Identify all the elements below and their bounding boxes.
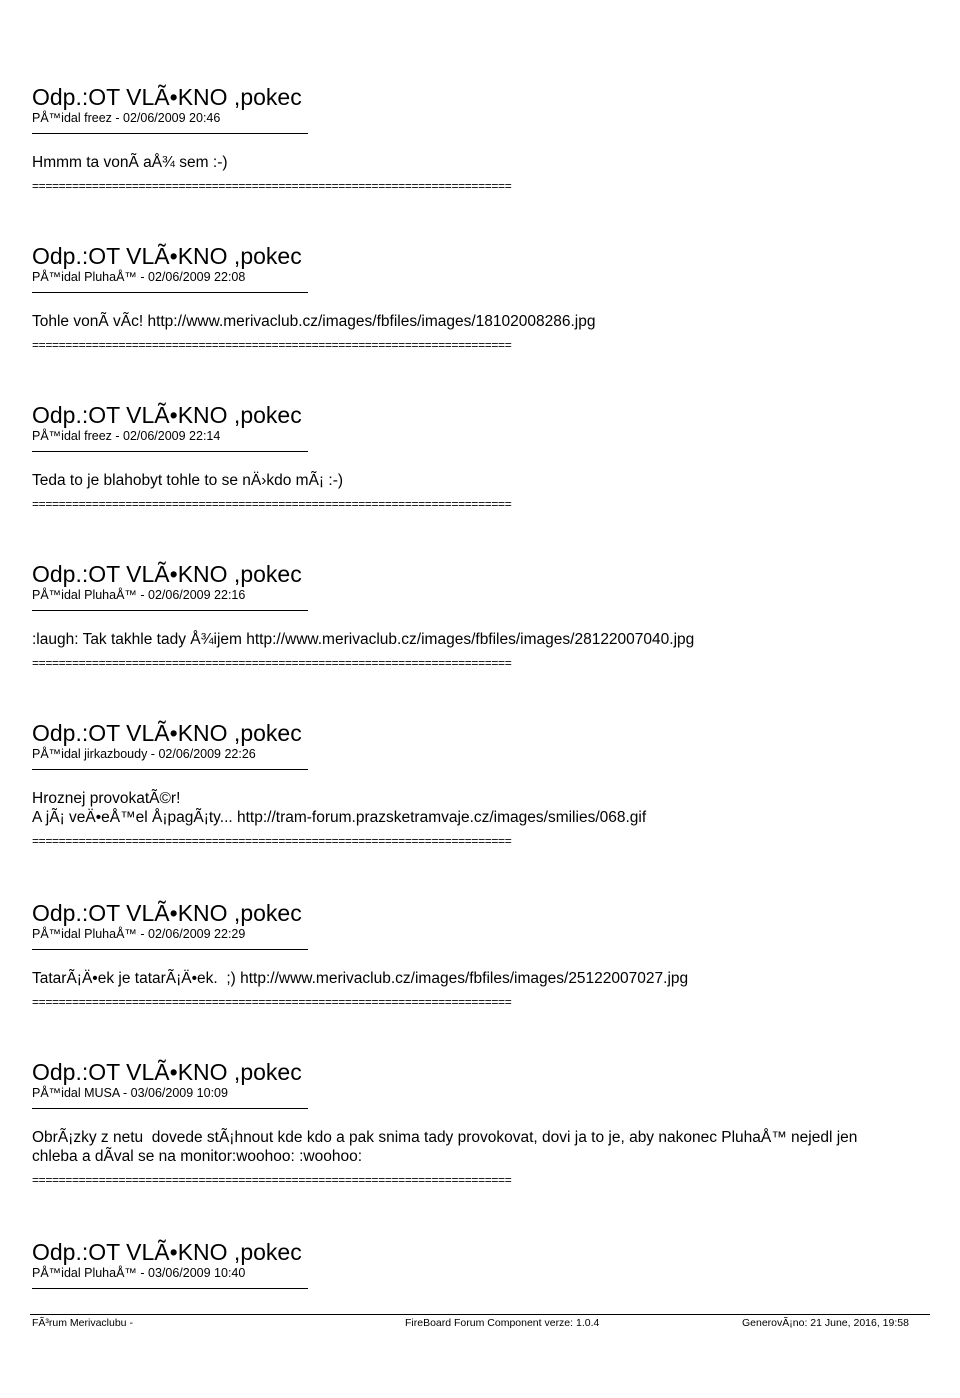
forum-post xyxy=(32,561,932,720)
post-title: Odp.:OT VLÃ•KNO ,pokec xyxy=(32,402,302,428)
post-divider xyxy=(32,1288,308,1289)
posts-list xyxy=(32,84,932,1398)
post-separator: ======================================================================== xyxy=(32,834,512,848)
post-body-line: Tohle vonÃ vÃc! http://www.merivaclub.cz/images/fbfiles/images/18102008286.jpg xyxy=(32,313,596,330)
post-body xyxy=(32,630,932,649)
post-body xyxy=(32,789,932,827)
post-body-line: Hmmm ta vonÃ aÅ¾ sem :-) xyxy=(32,154,228,171)
post-divider xyxy=(32,133,308,134)
post-divider xyxy=(32,451,308,452)
post-body-line: Hroznej provokatÃ©r! xyxy=(32,790,181,807)
forum-post xyxy=(32,402,932,561)
post-meta: PÅ™idal PluhaÅ™ - 03/06/2009 10:40 xyxy=(32,1266,246,1280)
post-body-line: chleba a dÃval se na monitor:woohoo: :woohoo: xyxy=(32,1148,363,1165)
post-body-line: A jÃ¡ veÄ•eÅ™el Å¡pagÃ¡ty... http://tram-forum.prazsketramvaje.cz/images/smilies/068.gif xyxy=(32,809,647,826)
footer-forum-name: FÃ³rum Merivaclubu - xyxy=(32,1317,133,1329)
post-title: Odp.:OT VLÃ•KNO ,pokec xyxy=(32,720,302,746)
forum-post xyxy=(32,84,932,243)
post-title: Odp.:OT VLÃ•KNO ,pokec xyxy=(32,561,302,587)
post-divider xyxy=(32,1108,308,1109)
post-body xyxy=(32,153,932,172)
post-meta: PÅ™idal PluhaÅ™ - 02/06/2009 22:29 xyxy=(32,927,246,941)
post-meta: PÅ™idal freez - 02/06/2009 20:46 xyxy=(32,111,221,125)
forum-post xyxy=(32,900,932,1059)
post-meta: PÅ™idal freez - 02/06/2009 22:14 xyxy=(32,429,221,443)
post-title: Odp.:OT VLÃ•KNO ,pokec xyxy=(32,1059,302,1085)
post-meta: PÅ™idal jirkazboudy - 02/06/2009 22:26 xyxy=(32,747,256,761)
post-separator: ======================================================================== xyxy=(32,656,512,670)
post-meta: PÅ™idal MUSA - 03/06/2009 10:09 xyxy=(32,1086,228,1100)
post-separator: ======================================================================== xyxy=(32,338,512,352)
post-separator: ======================================================================== xyxy=(32,497,512,511)
forum-post xyxy=(32,1059,932,1239)
footer-component-version: FireBoard Forum Component verze: 1.0.4 xyxy=(405,1317,600,1329)
post-separator: ======================================================================== xyxy=(32,995,512,1009)
post-body-line: Teda to je blahobyt tohle to se nÄ›kdo mÃ¡ :-) xyxy=(32,472,344,489)
post-body-line: ObrÃ¡zky z netu dovede stÃ¡hnout kde kdo a pak snima tady provokovat, dovi ja to je, aby nakonec PluhaÅ™ nejedl jen xyxy=(32,1129,858,1146)
post-separator: ======================================================================== xyxy=(32,1173,512,1187)
post-divider xyxy=(32,949,308,950)
post-body xyxy=(32,471,932,490)
post-body xyxy=(32,312,932,331)
footer-rule xyxy=(30,1314,930,1315)
post-meta: PÅ™idal PluhaÅ™ - 02/06/2009 22:08 xyxy=(32,270,246,284)
post-body-line: TatarÃ¡Ä•ek je tatarÃ¡Ä•ek. ;) http://www.merivaclub.cz/images/fbfiles/images/25122007027.jpg xyxy=(32,970,689,987)
post-body xyxy=(32,969,932,988)
post-meta: PÅ™idal PluhaÅ™ - 02/06/2009 22:16 xyxy=(32,588,246,602)
forum-post xyxy=(32,243,932,402)
post-divider xyxy=(32,769,308,770)
post-body xyxy=(32,1128,932,1166)
page-footer xyxy=(0,1314,960,1332)
post-body-line: :laugh: Tak takhle tady Å¾ijem http://www.merivaclub.cz/images/fbfiles/images/28122007040.jpg xyxy=(32,631,695,648)
post-separator: ======================================================================== xyxy=(32,179,512,193)
post-title: Odp.:OT VLÃ•KNO ,pokec xyxy=(32,84,302,110)
post-divider xyxy=(32,610,308,611)
post-title: Odp.:OT VLÃ•KNO ,pokec xyxy=(32,243,302,269)
post-title: Odp.:OT VLÃ•KNO ,pokec xyxy=(32,900,302,926)
footer-generated-date: GenerovÃ¡no: 21 June, 2016, 19:58 xyxy=(742,1317,909,1329)
post-title: Odp.:OT VLÃ•KNO ,pokec xyxy=(32,1239,302,1265)
forum-post xyxy=(32,720,932,900)
post-divider xyxy=(32,292,308,293)
